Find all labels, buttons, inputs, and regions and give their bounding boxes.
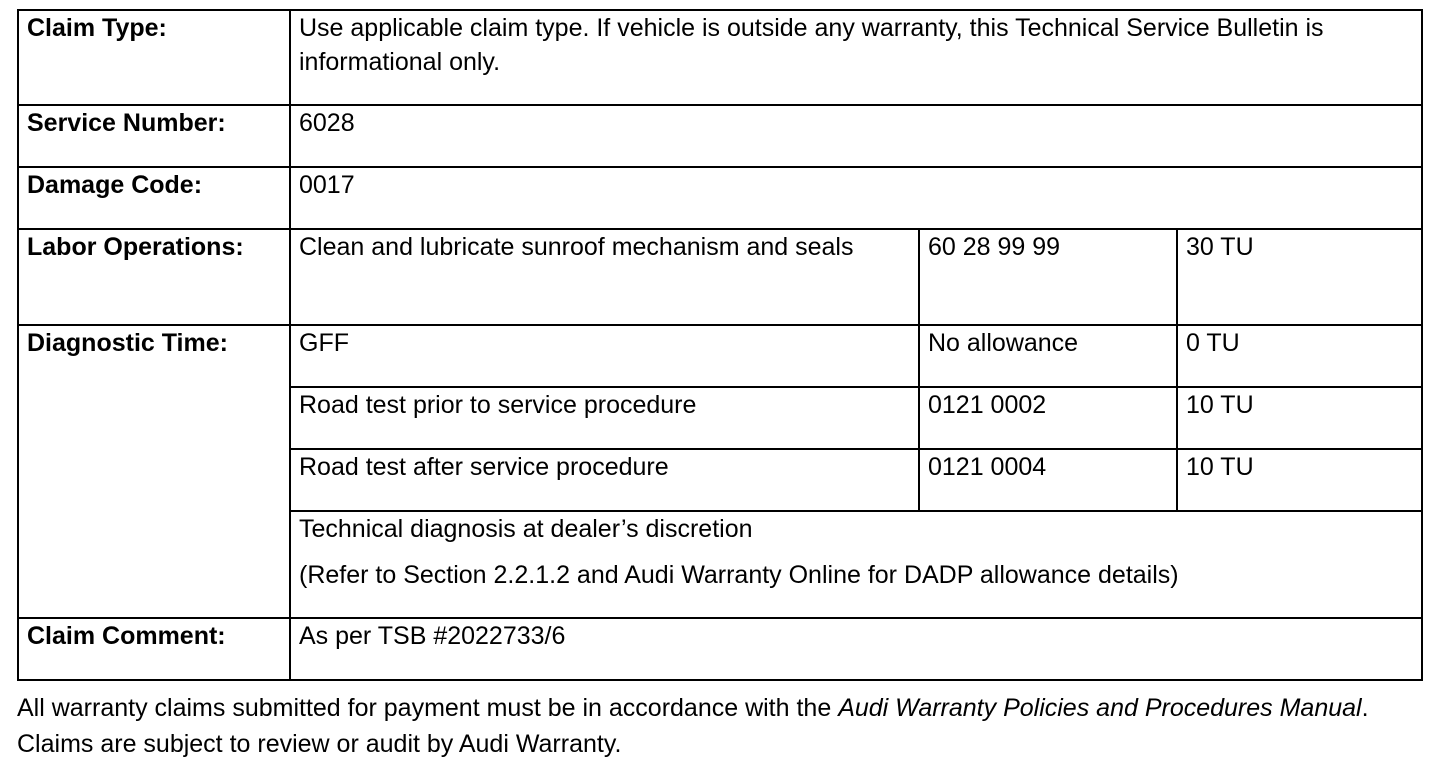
diagnostic-time: 10 TU (1177, 387, 1422, 449)
labor-operations-row (18, 229, 1422, 325)
labor-operations-label: Labor Operations: (18, 229, 290, 325)
diagnostic-note-line2: (Refer to Section 2.2.1.2 and Audi Warranty Online for DADP allowance details) (299, 561, 1179, 589)
diagnostic-description: Road test after service procedure (290, 449, 919, 511)
claim-type-label: Claim Type: (18, 10, 290, 105)
claim-comment-value: As per TSB #2022733/6 (290, 618, 1422, 680)
labor-operation-description: Clean and lubricate sunroof mechanism and seals (290, 229, 919, 325)
claim-comment-label: Claim Comment: (18, 618, 290, 680)
diagnostic-note-line1: Technical diagnosis at dealer’s discretion (299, 515, 753, 543)
damage-code-value: 0017 (290, 167, 1422, 229)
claim-type-value: Use applicable claim type. If vehicle is outside any warranty, this Technical Service Bulletin is informational only. (290, 10, 1422, 105)
diagnostic-code: No allowance (919, 325, 1177, 387)
diagnostic-time-label: Diagnostic Time: (18, 325, 290, 618)
service-number-label: Service Number: (18, 105, 290, 167)
damage-code-row (18, 167, 1422, 229)
labor-operation-code: 60 28 99 99 (919, 229, 1177, 325)
diagnostic-row (18, 325, 1422, 387)
diagnostic-description: Road test prior to service procedure (290, 387, 919, 449)
service-number-value: 6028 (290, 105, 1422, 167)
claim-type-row (18, 10, 1422, 105)
service-number-row (18, 105, 1422, 167)
footer-text-before: All warranty claims submitted for payment must be in accordance with the (17, 694, 839, 722)
warranty-footer-note (17, 690, 1437, 762)
claim-comment-row (18, 618, 1422, 680)
damage-code-label: Damage Code: (18, 167, 290, 229)
diagnostic-note (290, 511, 1422, 618)
diagnostic-description: GFF (290, 325, 919, 387)
diagnostic-time: 0 TU (1177, 325, 1422, 387)
diagnostic-code: 0121 0004 (919, 449, 1177, 511)
footer-manual-title: Audi Warranty Policies and Procedures Manual (838, 694, 1362, 722)
diagnostic-code: 0121 0002 (919, 387, 1177, 449)
labor-operation-time: 30 TU (1177, 229, 1422, 325)
footer-text-after: . Claims are subject to review or audit by Audi Warranty. (17, 694, 1369, 758)
diagnostic-time: 10 TU (1177, 449, 1422, 511)
warranty-claim-table (17, 9, 1423, 681)
